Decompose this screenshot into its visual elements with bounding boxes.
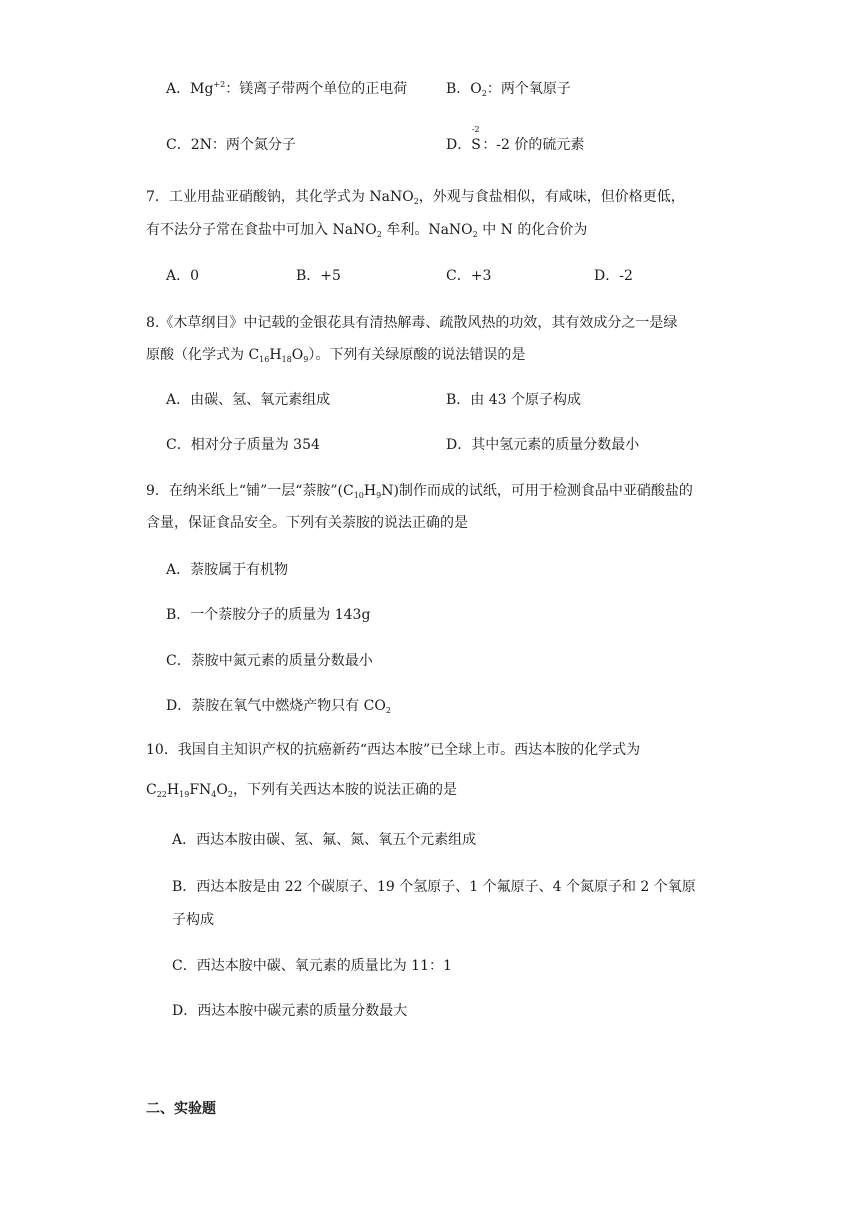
q7-option-a: A．0 xyxy=(166,268,200,284)
q9-option-b: B．一个萘胺分子的质量为 143g xyxy=(166,607,371,623)
q8-stem-line2: 原酸（化学式为 $C_{16}H_{18}O_9$）。下列有关绿原酸的说法错误的是 xyxy=(146,347,526,364)
q7-stem-line1: 7．工业用盐亚硝酸钠，其化学式为 NaNO$_2$，外观与食盐相似，有咸味，但价格更低， xyxy=(146,189,685,206)
q10-stem-line2: $C_{22}H_{19}FN_4O_2$，下列有关西达本胺的说法正确的是 xyxy=(146,782,457,799)
section-heading-experiment: 二、实验题 xyxy=(146,1101,216,1117)
q10-option-d: D．西达本胺中碳元素的质量分数最大 xyxy=(172,1003,408,1019)
q10-option-b-line2: 子构成 xyxy=(172,912,214,928)
q6-option-c: C．2N：两个氮分子 xyxy=(166,137,296,153)
q8-option-d: D．其中氢元素的质量分数最小 xyxy=(446,437,640,453)
q6-option-b: B．$O_2$：两个氧原子 xyxy=(446,81,571,98)
q10-option-a: A．西达本胺由碳、氢、氟、氮、氧五个元素组成 xyxy=(172,832,477,848)
q10-option-c: C．西达本胺中碳、氧元素的质量比为 11：1 xyxy=(172,958,452,974)
valence-symbol: -2 S xyxy=(471,125,481,153)
q7-option-d: D．-2 xyxy=(594,268,633,284)
q10-option-b-line1: B．西达本胺是由 22 个碳原子、19 个氢原子、1 个氟原子、4 个氮原子和 2 个氧原 xyxy=(172,879,696,895)
q8-option-a: A．由碳、氢、氧元素组成 xyxy=(166,392,331,408)
q10-stem-line1: 10．我国自主知识产权的抗癌新药“西达本胺”已全球上市。西达本胺的化学式为 xyxy=(146,742,641,758)
q6-option-d: D． -2 S：-2 价的硫元素 xyxy=(446,125,585,153)
q6-option-a: A．$Mg^{+2}$：镁离子带两个单位的正电荷 xyxy=(166,80,408,97)
q7-option-b: B．+5 xyxy=(296,268,341,284)
q8-stem-line1: 8.《木草纲目》中记载的金银花具有清热解毒、疏散风热的功效，其有效成分之一是绿 xyxy=(146,315,678,331)
q10-formula: $C_{22}H_{19}FN_4O_2$ xyxy=(146,782,233,799)
q7-stem-line2: 有不法分子常在食盐中可加入 NaNO$_2$ 牟利。NaNO$_2$ 中 N 的化合价为 xyxy=(146,222,588,239)
q9-option-a: A．萘胺属于有机物 xyxy=(166,562,289,578)
q9-option-c: C．萘胺中氮元素的质量分数最小 xyxy=(166,653,373,669)
q8-option-c: C．相对分子质量为 354 xyxy=(166,437,320,453)
q7-option-c: C．+3 xyxy=(446,268,492,284)
q8-option-b: B．由 43 个原子构成 xyxy=(446,392,582,408)
q9-option-d: D．萘胺在氧气中燃烧产物只有 $CO_2$ xyxy=(166,698,391,715)
q9-stem-line1: 9．在纳米纸上“铺”一层“萘胺$”(C_{10}H_9N)$制作而成的试纸，可用于检测食品中亚硝酸盐的 xyxy=(146,483,693,500)
q9-stem-line2: 含量，保证食品安全。下列有关萘胺的说法正确的是 xyxy=(146,515,468,531)
